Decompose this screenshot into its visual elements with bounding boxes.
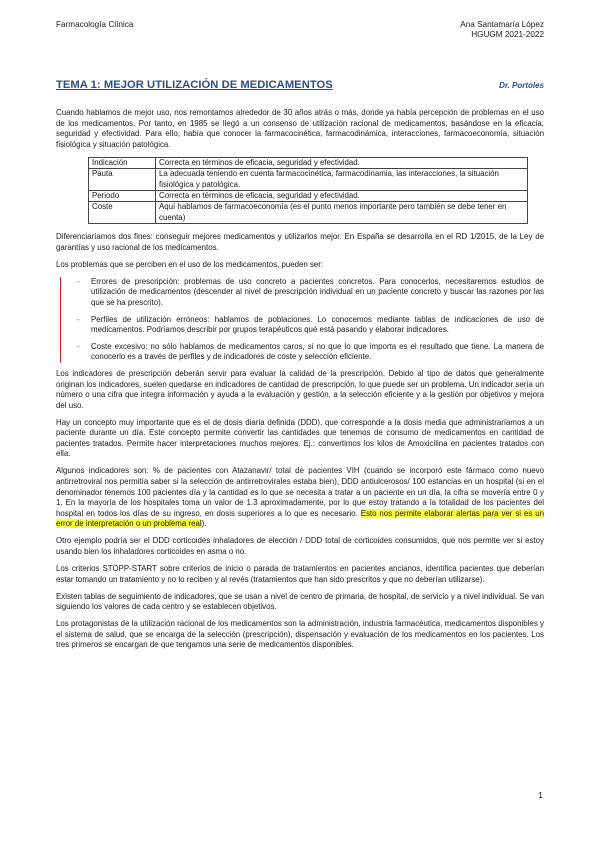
lecturer-name: Dr. Portoles [499,81,544,90]
table-cell-desc: Correcta en términos de eficacia, seguridad y efectividad. [156,157,528,168]
list-item [67,315,544,336]
table-row [89,202,528,224]
header-hospital-year: HGUGM 2021-2022 [471,30,544,39]
table-row [89,157,528,168]
table-cell-term: Coste [89,202,156,224]
paragraph-intro: Cuando hablamos de mejor uso, nos remontamos alrededor de 30 años atrás o más, donde ya había percepción de problemas en el uso de los medicamentos. Por tanto, en 1985 se llegó a un consenso de utilización racional de medicamentos, basándose en la eficacia, seguridad y efectividad. Para ello, había que conocer la farmacocinética, farmacodinámica, interacciones, farmacoeconomía, situación fisiológica y situación patológica. [56,108,544,149]
page-number: 1 [538,790,543,800]
paragraph-algunos [56,466,544,530]
paragraph-problemas-intro: Los problemas que se perciben en el uso de los medicamentos, pueden ser: [56,259,324,269]
header-student-name: Ana Santamaría López [460,20,544,29]
list-item-text: Coste excesivo: no sólo hablamos de medicamentos caros, si no que lo que importa es el resultado que tiene. La manera de conocerlo es a través de perfiles y de indicadores de coste y selección eficiente. [91,341,544,362]
table-cell-desc: Correcta en términos de eficacia, seguridad y efectividad. [156,190,528,201]
title-row [56,79,544,93]
header-course: Farmacología Clínica [56,20,134,29]
table-cell-desc: Aquí hablamos de farmacoeconomía (es el punto menos importante pero también se debe tener en cuenta) [156,202,528,224]
paragraph-algunos-end: ). [201,519,207,529]
problems-list [60,277,544,363]
paragraph-indicadores: Los indicadores de prescripción deberán servir para evaluar la calidad de la prescripción. Debido al tipo de datos que generalmente originan los indicadores, suelen quedarse en indicadores de cantidad de prescripción, lo que puede ser un problema. Un indicador sería un número o una cifra que integra información y ayuda a la evaluación y gestión, a la selección eficiente y a la gestión por objetivos y mejora del uso. [56,368,544,410]
paragraph-stopp: Los criterios STOPP-START sobre criterios de inicio o parada de tratamientos en pacientes ancianos, identifica pacientes que deberían estar tomando un tratamiento y no lo reciben y al revés (tratamientos que han sido prescritos y que no deberían utilizarse). [56,563,544,584]
table-cell-desc: La adecuada teniendo en cuenta farmacocinética, farmacodinamia, las interacciones, la situación fisiológica y patológica. [156,169,528,191]
table-cell-term: Pauta [89,169,156,191]
table-row [89,169,528,191]
page-title: TEMA 1: MEJOR UTILIZACIÓN DE MEDICAMENTOS [56,79,333,91]
table-cell-term: Indicación [89,157,156,168]
paragraph-diferenciamos: Diferenciaríamos dos fines: conseguir mejores medicamentos y utilizarlos mejor. En España se desarrolla en el RD 1/2015, de la Ley de garantías y uso racional de los medicamentos. [56,232,544,252]
list-bullet: - [77,314,80,324]
list-item [67,277,544,309]
list-item-text: Perfiles de utilización erróneos: hablamos de poblaciones. Lo conocemos mediante tablas de indicaciones de uso de medicamentos. Podríamos describir por grupos terapéuticos qué está pasando y elaborar indicadores. [91,314,544,335]
list-item [67,342,544,363]
criteria-table [88,157,528,224]
paragraph-algunos-text: Algunos indicadores son: % de pacientes con Atazanavir/ total de pacientes VIH (cuando se incorporó este fármaco como nuevo antirretroviral nos permitía saber si la selección de antirretrovirales estaba bien), DDD antiulcerosos/ 100 estancias en un hospital (si en el denominador tenemos 100 pacientes día y la cantidad es lo que se necesita a tratar a un paciente en un día, la cifra se movería entre 0 y 1. En la mayoría de los hospitales toma un valor de 1.3 aproximadamente, por lo que estoy tratando a la totalidad de los pacientes del hospital en todos los días de su ingreso, en dosis superiores a lo que es necesario. [56,466,544,518]
list-item-text: Errores de prescripción: problemas de uso concreto a pacientes concretos. Para conocerlos, necesitaremos estudios de utilización de medicamentos (descender al nivel de prescripción individual en un paciente concreto y buscar las razones por las que se ha prescrito). [91,276,544,307]
highlighted-text: Esto nos permite elaborar alertas para ver si es un error de interpretación o un problema real [56,508,545,529]
header-author-block [460,20,544,40]
paragraph-otro: Otro ejemplo podría ser el DDD corticoides inhaladores de elección / DDD total de corticoides consumidos, que nos permite ver si estoy usando bien los inhaladores corticoides en asma o no. [56,536,544,556]
document-body [56,108,544,657]
table-row [89,190,528,201]
paragraph-ddd: Hay un concepto muy importante que es el de dosis diaria definida (DDD), que corresponde a la dosis media que administraríamos a un paciente durante un día. Este concepto permite convertir las cantidades que tenemos de consumo de medicamentos en cantidad de pacientes tratados. Permite hacer interpretaciones muchos mejores. Ej.: convertimos los kilos de Amoxicilina en pacientes tratados con ella. [56,417,544,459]
list-bullet: - [77,341,80,351]
paragraph-protagonistas: Los protagonistas de la utilización racional de los medicamentos son la administración, industria farmacéutica, medicamentos disponibles y el sistema de salud, que se encarga de la selección (prescripción), dispensación y evaluación de los medicamentos en los pacientes. Los tres primeros se encargan de que tengamos una serie de medicamentos disponibles. [56,619,544,650]
paragraph-existen: Existen tablas de seguimiento de indicadores, que se usan a nivel de centro de primaria, de hospital, de servicio y a nivel individual. Se van siguiendo los valores de cada centro y se establecen objetivos. [56,591,544,612]
table-cell-term: Periodo [89,190,156,201]
list-bullet: - [77,276,80,286]
